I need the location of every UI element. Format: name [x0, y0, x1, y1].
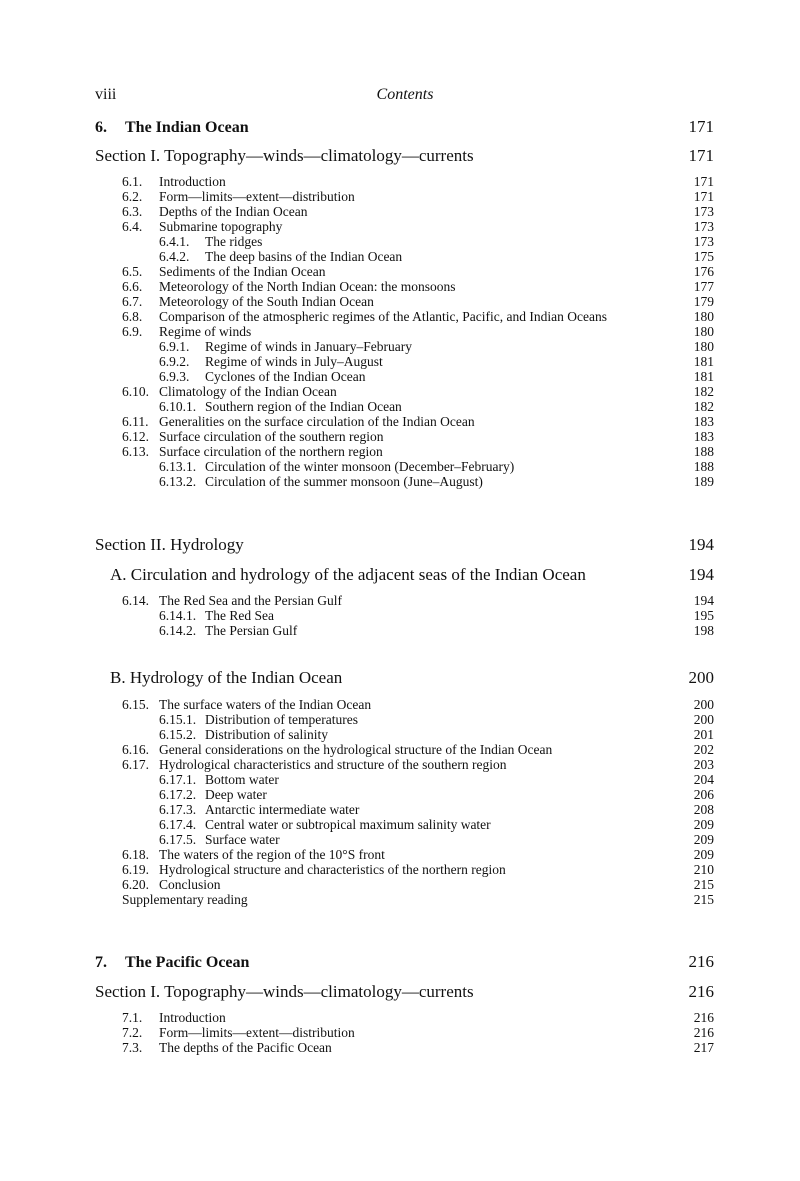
toc-entry-page: 203 — [693, 757, 714, 772]
toc-entry-title: The surface waters of the Indian Ocean — [159, 697, 372, 712]
toc-entry-number: 6.17.3. — [159, 802, 197, 817]
toc-entry-number: 6.15. — [122, 697, 149, 712]
toc-entry-number: 6.15.2. — [159, 727, 197, 742]
toc-entry-number: 6.14.1. — [159, 608, 197, 623]
toc-entry-title: Conclusion — [159, 877, 221, 892]
toc-entry-page: 173 — [693, 219, 714, 234]
toc-sub-row — [159, 234, 714, 250]
toc-entry-number: 6.13. — [122, 444, 149, 459]
toc-entry-number: 6.19. — [122, 862, 149, 877]
toc-entry-title: Surface water — [205, 832, 280, 847]
toc-entry-title: Cyclones of the Indian Ocean — [205, 369, 366, 384]
toc-entry-row — [122, 1040, 714, 1056]
toc-entry-row — [122, 593, 714, 609]
toc-entry-title: Introduction — [159, 174, 226, 189]
toc-entry-title: Hydrological structure and characteristics of the northern region — [159, 862, 506, 877]
toc-entry-row — [122, 862, 714, 878]
toc-entry-number: 7.1. — [122, 1010, 143, 1025]
toc-sub-row — [159, 474, 714, 490]
toc-entry-number: 6.9. — [122, 324, 143, 339]
toc-subsec-row — [110, 565, 714, 585]
toc-entry-page: 195 — [693, 608, 714, 623]
toc-entry-page: 198 — [693, 623, 714, 638]
toc-entry-title: The Persian Gulf — [205, 623, 298, 638]
toc-sub-row — [159, 832, 714, 848]
toc-chapter-row — [95, 117, 714, 137]
toc-entry-title: Comparison of the atmospheric regimes of the Atlantic, Pacific, and Indian Oceans — [159, 309, 607, 324]
toc-entry-title: Regime of winds — [159, 324, 252, 339]
toc-entry-page: 189 — [693, 474, 714, 489]
toc-entry-page: 179 — [693, 294, 714, 309]
toc-section-row — [95, 982, 714, 1002]
toc-entry-number: 7.3. — [122, 1040, 143, 1055]
toc-entry-page: 206 — [693, 787, 714, 802]
toc-plain-row — [122, 892, 714, 908]
toc-entry-row — [122, 279, 714, 295]
toc-entry-number: 6.7. — [122, 294, 143, 309]
toc-entry-page: 215 — [693, 877, 714, 892]
toc-entry-title: Regime of winds in July–August — [205, 354, 383, 369]
toc-entry-number: 6.17.5. — [159, 832, 197, 847]
toc-entry-number: 6.9.3. — [159, 369, 190, 384]
toc-entry-page: 173 — [693, 204, 714, 219]
toc-entry-number: 6.5. — [122, 264, 143, 279]
toc-entry-number: 6.12. — [122, 429, 149, 444]
toc-entry-title: B. Hydrology of the Indian Ocean — [110, 668, 343, 687]
toc-entry-title: Distribution of temperatures — [205, 712, 358, 727]
toc-entry-number: 6.16. — [122, 742, 149, 757]
toc-chapter-row — [95, 952, 714, 972]
toc-entry-number: 6.18. — [122, 847, 149, 862]
toc-sub-row — [159, 399, 714, 415]
toc-entry-number: 6.10.1. — [159, 399, 197, 414]
toc-entry-page: 181 — [693, 354, 714, 369]
toc-entry-number: 6.4. — [122, 219, 143, 234]
toc-entry-title: Meteorology of the North Indian Ocean: the monsoons — [159, 279, 456, 294]
toc-entry-page: 182 — [693, 399, 714, 414]
toc-entry-page: 200 — [693, 697, 714, 712]
toc-entry-title: Distribution of salinity — [205, 727, 328, 742]
toc-entry-page: 201 — [693, 727, 714, 742]
toc-entry-title: Meteorology of the South Indian Ocean — [159, 294, 374, 309]
toc-entry-page: 175 — [693, 249, 714, 264]
toc-entry-title: Circulation of the winter monsoon (December–February) — [205, 459, 515, 474]
toc-sub-row — [159, 459, 714, 475]
toc-sub-row — [159, 623, 714, 639]
toc-entry-number: 6.3. — [122, 204, 143, 219]
toc-entry-page: 171 — [693, 174, 714, 189]
toc-entry-page: 209 — [693, 832, 714, 847]
toc-entry-number: 6.9.2. — [159, 354, 190, 369]
toc-entry-page: 194 — [688, 565, 714, 584]
toc-section-row — [95, 535, 714, 555]
toc-sub-row — [159, 369, 714, 385]
toc-entry-title: Circulation of the summer monsoon (June–August) — [205, 474, 483, 489]
toc-entry-row — [122, 174, 714, 190]
toc-entry-title: The ridges — [205, 234, 263, 249]
toc-entry-page: 216 — [688, 982, 714, 1001]
toc-entry-page: 208 — [693, 802, 714, 817]
toc-entry-page: 183 — [693, 429, 714, 444]
toc-entry-page: 171 — [688, 146, 714, 165]
toc-entry-page: 176 — [693, 264, 714, 279]
toc-entry-page: 180 — [693, 309, 714, 324]
toc-entry-number: 6.6. — [122, 279, 143, 294]
toc-sub-row — [159, 727, 714, 743]
toc-entry-number: 6. — [95, 119, 107, 136]
toc-entry-number: 6.17.1. — [159, 772, 197, 787]
toc-entry-row — [122, 189, 714, 205]
toc-sub-row — [159, 772, 714, 788]
toc-entry-title: Generalities on the surface circulation of the Indian Ocean — [159, 414, 475, 429]
toc-entry-title: The Pacific Ocean — [125, 954, 250, 971]
toc-entry-title: The Red Sea — [205, 608, 274, 623]
toc-sub-row — [159, 354, 714, 370]
toc-sub-row — [159, 802, 714, 818]
toc-entry-title: Antarctic intermediate water — [205, 802, 360, 817]
toc-entry-page: 216 — [693, 1025, 714, 1040]
toc-entry-number: 6.10. — [122, 384, 149, 399]
toc-entry-number: 6.17. — [122, 757, 149, 772]
toc-entry-page: 216 — [688, 952, 714, 971]
toc-entry-page: 209 — [693, 847, 714, 862]
toc-entry-title: Submarine topography — [159, 219, 283, 234]
toc-entry-page: 210 — [693, 862, 714, 877]
toc-entry-title: Section I. Topography—winds—climatology—currents — [95, 982, 474, 1001]
toc-entry-number: 6.9.1. — [159, 339, 190, 354]
toc-entry-title: The Red Sea and the Persian Gulf — [159, 593, 342, 608]
toc-sub-row — [159, 787, 714, 803]
toc-entry-number: 6.17.2. — [159, 787, 197, 802]
toc-entry-number: 7. — [95, 954, 107, 971]
toc-entry-row — [122, 219, 714, 235]
toc-entry-title: The deep basins of the Indian Ocean — [205, 249, 403, 264]
running-title: Contents — [376, 86, 434, 103]
toc-entry-row — [122, 757, 714, 773]
toc-entry-row — [122, 1025, 714, 1041]
toc-entry-number: 6.8. — [122, 309, 143, 324]
toc-entry-page: 216 — [693, 1010, 714, 1025]
toc-entry-page: 209 — [693, 817, 714, 832]
toc-entry-title: Section I. Topography—winds—climatology—currents — [95, 146, 474, 165]
toc-section-row — [95, 146, 714, 166]
toc-entry-page: 171 — [688, 117, 714, 136]
toc-entry-page: 183 — [693, 414, 714, 429]
toc-entry-title: Southern region of the Indian Ocean — [205, 399, 402, 414]
toc-sub-row — [159, 817, 714, 833]
toc-subsec-row — [110, 668, 714, 688]
toc-entry-row — [122, 742, 714, 758]
toc-entry-number: 6.11. — [122, 414, 149, 429]
toc-sub-row — [159, 712, 714, 728]
toc-entry-title: General considerations on the hydrological structure of the Indian Ocean — [159, 742, 553, 757]
toc-entry-page: 181 — [693, 369, 714, 384]
toc-entry-row — [122, 847, 714, 863]
toc-entry-page: 200 — [688, 668, 714, 687]
toc-entry-number: 7.2. — [122, 1025, 143, 1040]
toc-entry-row — [122, 414, 714, 430]
toc-entry-page: 173 — [693, 234, 714, 249]
toc-entry-number: 6.14. — [122, 593, 149, 608]
toc-entry-page: 204 — [693, 772, 714, 787]
toc-entry-title: Supplementary reading — [122, 892, 248, 907]
toc-entry-title: Bottom water — [205, 772, 279, 787]
toc-entry-number: 6.13.1. — [159, 459, 197, 474]
toc-entry-page: 171 — [693, 189, 714, 204]
toc-entry-page: 194 — [688, 535, 714, 554]
toc-entry-title: Introduction — [159, 1010, 226, 1025]
toc-entry-page: 188 — [693, 444, 714, 459]
toc-entry-row — [122, 697, 714, 713]
toc-sub-row — [159, 339, 714, 355]
toc-entry-row — [122, 1010, 714, 1026]
toc-entry-row — [122, 384, 714, 400]
toc-entry-title: Regime of winds in January–February — [205, 339, 412, 354]
toc-entry-row — [122, 204, 714, 220]
toc-entry-title: Surface circulation of the northern region — [159, 444, 383, 459]
toc-entry-title: Depths of the Indian Ocean — [159, 204, 308, 219]
toc-entry-title: Central water or subtropical maximum salinity water — [205, 817, 491, 832]
toc-entry-title: Form—limits—extent—distribution — [159, 1025, 355, 1040]
toc-entry-title: Sediments of the Indian Ocean — [159, 264, 326, 279]
toc-entry-page: 217 — [693, 1040, 714, 1055]
toc-entry-number: 6.1. — [122, 174, 143, 189]
toc-entry-title: Section II. Hydrology — [95, 535, 244, 554]
toc-entry-title: The depths of the Pacific Ocean — [159, 1040, 332, 1055]
toc-sub-row — [159, 608, 714, 624]
toc-entry-page: 180 — [693, 339, 714, 354]
toc-entry-title: Hydrological characteristics and structure of the southern region — [159, 757, 507, 772]
toc-entry-row — [122, 294, 714, 310]
toc-entry-page: 177 — [693, 279, 714, 294]
toc-entry-number: 6.13.2. — [159, 474, 197, 489]
toc-entry-row — [122, 429, 714, 445]
toc-entry-title: A. Circulation and hydrology of the adjacent seas of the Indian Ocean — [110, 565, 586, 584]
toc-entry-number: 6.17.4. — [159, 817, 197, 832]
toc-entry-title: Surface circulation of the southern region — [159, 429, 384, 444]
toc-entry-number: 6.4.1. — [159, 234, 190, 249]
toc-entry-title: Climatology of the Indian Ocean — [159, 384, 337, 399]
toc-entry-row — [122, 324, 714, 340]
toc-entry-number: 6.2. — [122, 189, 143, 204]
toc-entry-title: The Indian Ocean — [125, 119, 249, 136]
toc-entry-title: Deep water — [205, 787, 267, 802]
toc-entry-title: Form—limits—extent—distribution — [159, 189, 355, 204]
toc-entry-page: 188 — [693, 459, 714, 474]
toc-entry-row — [122, 264, 714, 280]
toc-entry-number: 6.20. — [122, 877, 149, 892]
toc-entry-page: 215 — [693, 892, 714, 907]
toc-entry-number: 6.14.2. — [159, 623, 197, 638]
toc-sub-row — [159, 249, 714, 265]
toc-entry-page: 202 — [693, 742, 714, 757]
page-number: viii — [95, 86, 117, 103]
toc-entry-number: 6.4.2. — [159, 249, 190, 264]
toc-entry-page: 194 — [693, 593, 714, 608]
toc-entry-row — [122, 877, 714, 893]
toc-entry-row — [122, 444, 714, 460]
toc-entry-number: 6.15.1. — [159, 712, 197, 727]
toc-entry-page: 182 — [693, 384, 714, 399]
toc-entry-title: The waters of the region of the 10°S front — [159, 847, 385, 862]
toc-entry-page: 180 — [693, 324, 714, 339]
toc-entry-page: 200 — [693, 712, 714, 727]
toc-entry-row — [122, 309, 714, 325]
